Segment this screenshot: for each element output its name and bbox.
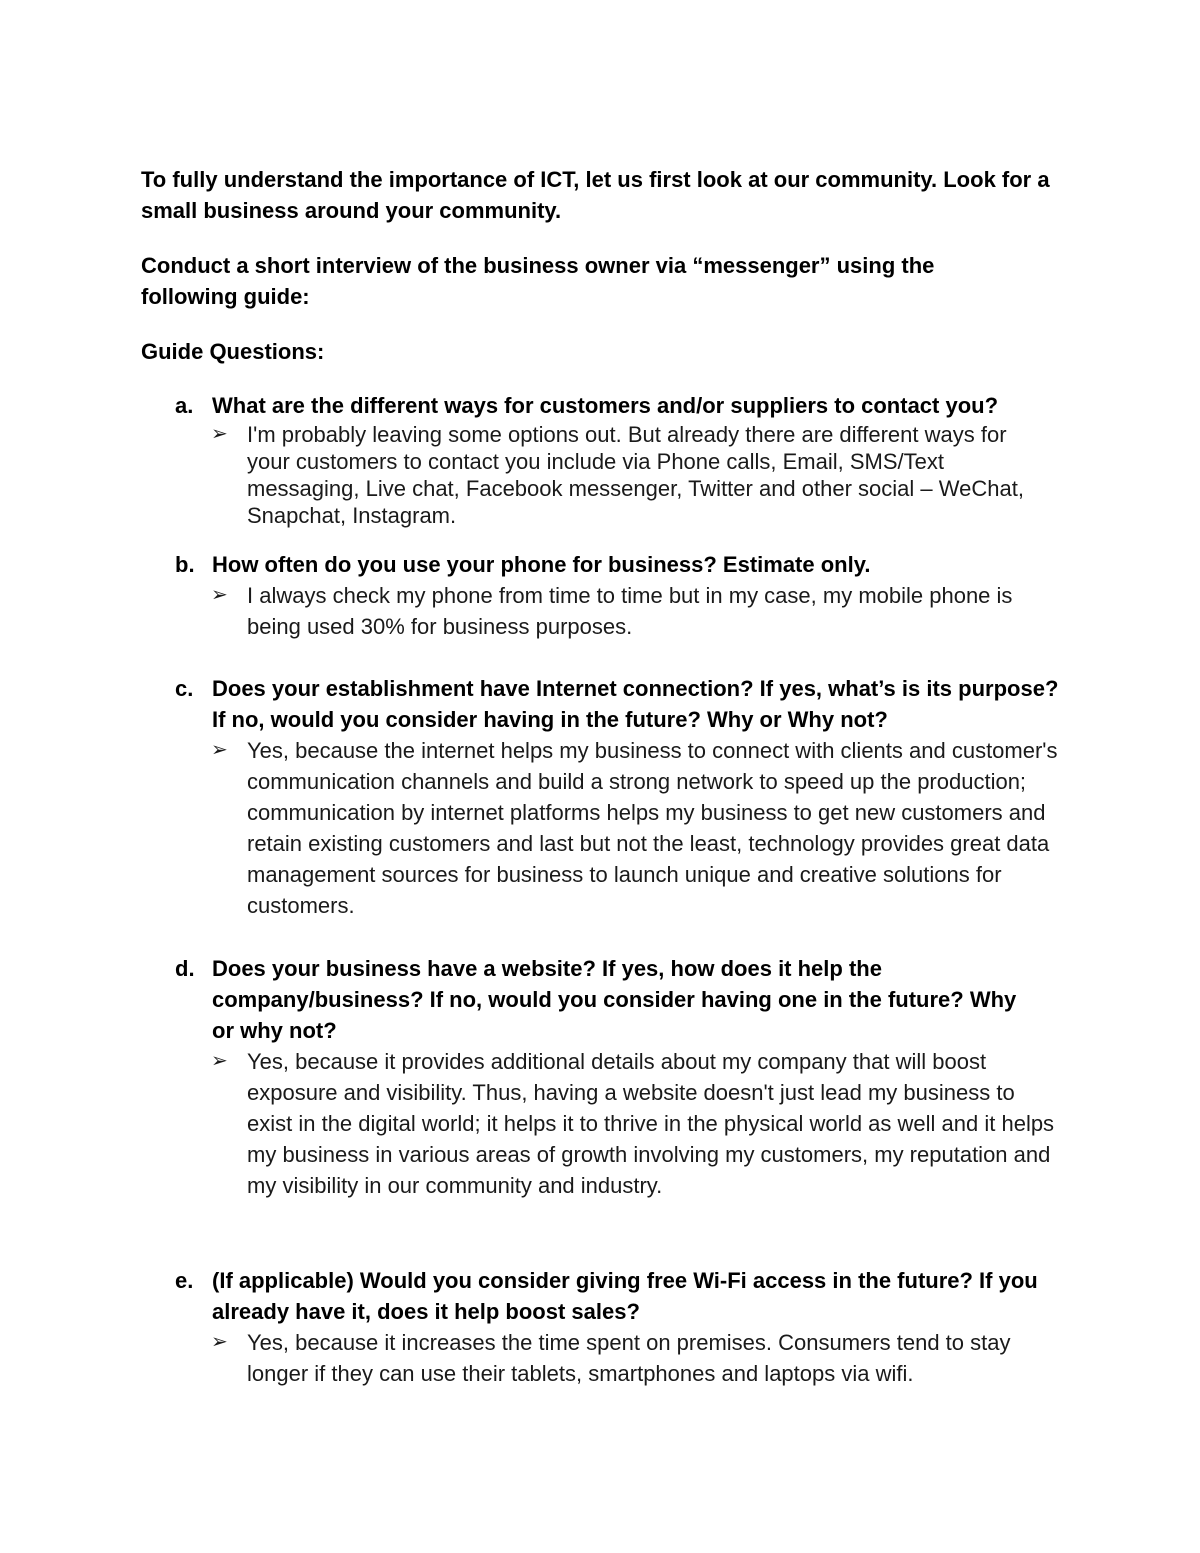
arrow-bullet-icon: ➢ [211, 584, 228, 606]
answer-item [175, 1046, 1065, 1201]
guide-heading: Guide Questions: [141, 339, 325, 364]
question-item-d [175, 953, 1075, 1201]
intro-paragraph: To fully understand the importance of ICT, let us first look at our community. Look for a small business around your community. [141, 167, 1050, 223]
arrow-bullet-icon: ➢ [211, 739, 228, 761]
instruction-paragraph: Conduct a short interview of the business owner via “messenger” using the following guide: [141, 253, 935, 309]
arrow-bullet-icon: ➢ [211, 1331, 228, 1353]
question-letter: e. [175, 1268, 194, 1293]
question-item-c [175, 673, 1075, 921]
answer-text: Yes, because the internet helps my business to connect with clients and customer's communication channels and build a strong network to speed up the production; communication by internet platforms helps my business to get new customers and retain existing customers and last but not the least, technology provides great data management sources for business to launch unique and creative solutions for customers. [247, 738, 1058, 918]
question-text: How often do you use your phone for business? Estimate only. [212, 552, 871, 577]
question-item-e [175, 1265, 1075, 1389]
answer-text: I always check my phone from time to time but in my case, my mobile phone is being used 30% for business purposes. [247, 583, 1013, 639]
question-line [175, 549, 1075, 580]
answer-item [175, 580, 1015, 642]
question-line [175, 390, 1075, 421]
question-letter: d. [175, 956, 195, 981]
answer-text: Yes, because it provides additional details about my company that will boost exposure and visibility. Thus, having a website doesn't just lead my business to exist in the digital world; it helps it to thrive in the physical world as well and it helps my business in various areas of growth involving my customers, my reputation and my visibility in our community and industry. [247, 1049, 1055, 1198]
question-item-b [175, 549, 1075, 642]
question-line [175, 1265, 1075, 1327]
question-line [175, 953, 1025, 1046]
question-item-a [175, 390, 1075, 529]
question-letter: b. [175, 552, 195, 577]
question-letter: c. [175, 676, 194, 701]
arrow-bullet-icon: ➢ [211, 1050, 228, 1072]
question-letter: a. [175, 393, 194, 418]
answer-item [175, 421, 1040, 529]
answer-item [175, 735, 1065, 921]
question-text: (If applicable) Would you consider giving free Wi-Fi access in the future? If you already have it, does it help boost sales? [212, 1268, 1038, 1324]
answer-item [175, 1327, 1065, 1389]
answer-text: Yes, because it increases the time spent on premises. Consumers tend to stay longer if they can use their tablets, smartphones and laptops via wifi. [247, 1330, 1011, 1386]
answer-text: I'm probably leaving some options out. But already there are different ways for your customers to contact you include via Phone calls, Email, SMS/Text messaging, Live chat, Facebook messenger, Twitter and other social – WeChat, Snapchat, Instagram. [247, 422, 1024, 528]
question-text: Does your business have a website? If yes, how does it help the company/business? If no, would you consider having one in the future? Why or why not? [212, 956, 1017, 1043]
arrow-bullet-icon: ➢ [211, 423, 228, 445]
question-text: Does your establishment have Internet connection? If yes, what’s is its purpose? If no, would you consider having in the future? Why or Why not? [212, 676, 1059, 732]
question-text: What are the different ways for customers and/or suppliers to contact you? [212, 393, 999, 418]
question-line [175, 673, 1075, 735]
